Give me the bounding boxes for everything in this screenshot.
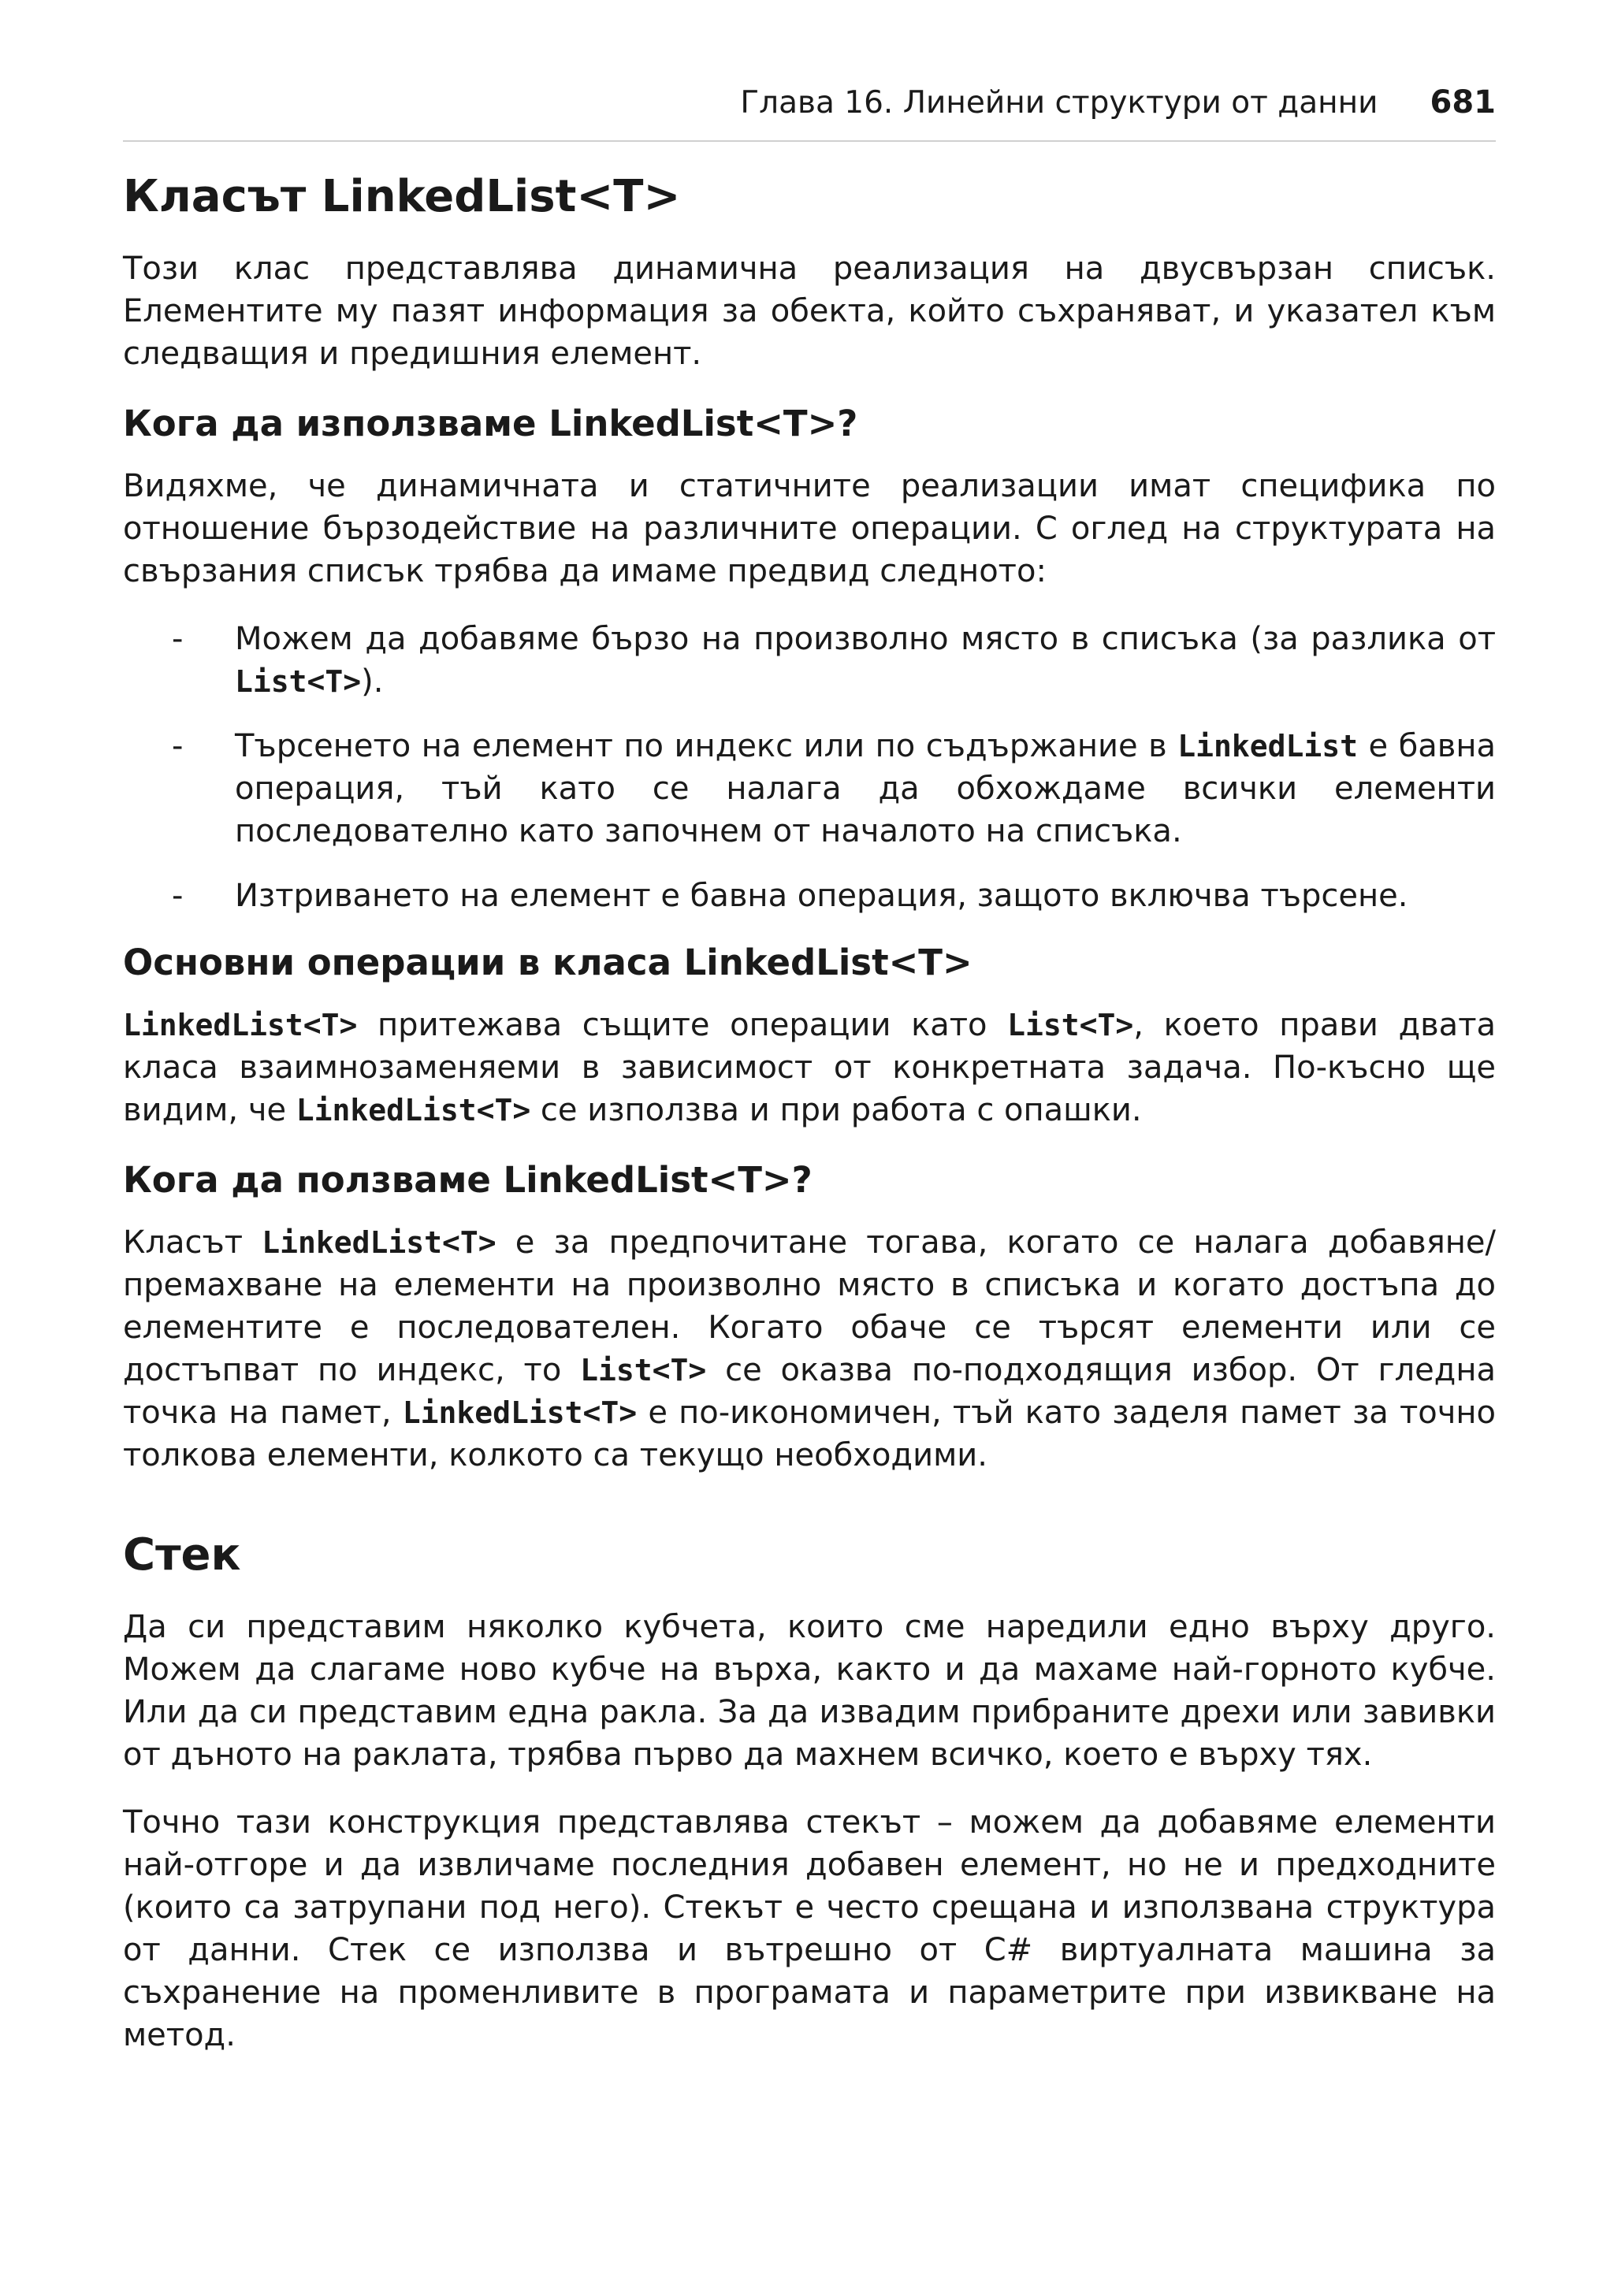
inline-code: LinkedList<T>	[123, 1008, 358, 1042]
considerations-list	[123, 618, 1496, 917]
running-header	[123, 79, 1496, 142]
dash-marker: -	[172, 621, 184, 657]
dash-marker: -	[172, 878, 184, 914]
inline-code: LinkedList	[1177, 729, 1358, 763]
subsection-title-when-to-use: Кога да използваме LinkedList<T>?	[123, 403, 858, 444]
page-number: 681	[1430, 84, 1496, 121]
paragraph-when-to-prefer: Класът LinkedList<T> е за предпочитане тогава, когато се налага добавяне/премахване на елементи на произволно място в списъка и когато достъпа до елементите е последователен. Когато обаче се търсят елементи или се достъпват по индекс, то List<T> се оказва по-подходящия избор. От гледна точка на памет, LinkedList<T> е по-икономичен, тъй като заделя памет за точно толкова елементи, колкото са текущо необходими.	[123, 1224, 1497, 1473]
inline-code: List<T>	[580, 1353, 707, 1388]
inline-code: LinkedList<T>	[262, 1225, 496, 1260]
subsection-title-basic-operations: Основни операции в класа LinkedList<T>	[123, 942, 972, 983]
chapter-title: Глава 16. Линейни структури от данни	[740, 85, 1378, 121]
dash-marker: -	[172, 728, 184, 764]
inline-code: LinkedList<T>	[296, 1093, 531, 1128]
paragraph-stack-definition: Точно тази конструкция представлява стекът – можем да добавяме елементи най-отгоре и да извличаме последния добавен елемент, но не и предходните (които са затрупани под него). Стекът е често срещана и използвана структура от данни. Стек се използва и вътрешно от C# виртуалната машина за съхранение на променливите в програмата и параметрите при извикване на метод.	[123, 1804, 1496, 2053]
section-title-linkedlist: Класът LinkedList<T>	[123, 171, 681, 222]
list-item: - Можем да добавяме бързо на произволно място в списъка (за разлика от List<T>).	[123, 618, 1496, 703]
inline-code: LinkedList<T>	[402, 1395, 638, 1430]
paragraph-basic-operations: LinkedList<T> притежава същите операции като List<T>, което прави двата класа взаимнозаменяеми в зависимост от конкретната задача. По-късно ще видим, че LinkedList<T> се използва и при работа с опашки.	[123, 1007, 1496, 1128]
inline-code: List<T>	[235, 664, 362, 699]
list-item: - Изтриването на елемент е бавна операция, защото включва търсене.	[123, 875, 1496, 917]
page-content	[123, 167, 1496, 2082]
paragraph-when-to-use: Видяхме, че динамичната и статичните реализации имат специфика по отношение бързодействие на различните операции. С оглед на структурата на свързания списък трябва да имаме предвид следното:	[123, 468, 1496, 589]
list-item: - Търсенето на елемент по индекс или по съдържание в LinkedList е бавна операция, тъй като се налага да обхождаме всички елементи последователно като започнем от началото на списъка.	[123, 725, 1496, 853]
subsection-title-when-to-prefer: Кога да ползваме LinkedList<T>?	[123, 1159, 813, 1201]
inline-code: List<T>	[1007, 1008, 1134, 1042]
section-title-stack: Стек	[123, 1529, 241, 1581]
paragraph-linkedlist-intro: Този клас представлява динамична реализация на двусвързан списък. Елементите му пазят информация за обекта, който съхраняват, и указател към следващия и предишния елемент.	[123, 251, 1496, 372]
paragraph-stack-analogy: Да си представим няколко кубчета, които сме наредили едно върху друго. Можем да слагаме ново кубче на върха, както и да махаме най-горното кубче. Или да си представим една ракла. За да извадим прибраните дрехи или завивки от дъното на раклата, трябва първо да махнем всичко, което е върху тях.	[123, 1609, 1496, 1773]
